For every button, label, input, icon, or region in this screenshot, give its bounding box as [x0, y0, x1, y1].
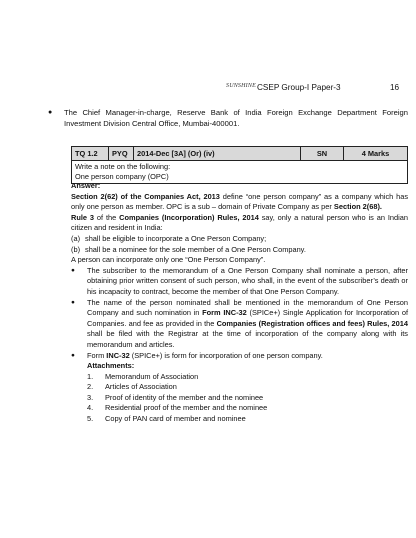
- list-item-label: (b): [71, 244, 81, 254]
- bullet-text: Form: [87, 350, 107, 360]
- attachment-item: [71, 403, 408, 414]
- bullet-icon: ●: [48, 109, 53, 116]
- answer-label: Answer:: [71, 181, 101, 190]
- attachment-number: 5.: [87, 414, 94, 424]
- paragraph-text: say, only a natural person who is an Indian citizen and resident in India:: [71, 212, 408, 233]
- answer-paragraph-3: A person can incorporate only one “One Person Company”.: [71, 255, 266, 265]
- bullet-item: [71, 266, 408, 298]
- attachment-text: Proof of identity of the member and the nominee: [105, 392, 264, 402]
- rules-reference: Companies (Registration offices and fees) Rules, 2014: [216, 318, 408, 328]
- question-header-row: [72, 147, 408, 161]
- bullet-item: [71, 298, 408, 351]
- bullet-text: (SPICe+) is form for incorporation of one person company.: [129, 350, 323, 360]
- attachment-text: Residential proof of the member and the nominee: [105, 403, 268, 413]
- bullet-icon: ●: [71, 351, 75, 359]
- list-item: [71, 234, 408, 245]
- bullet-text: shall be filed with the Registrar at the time of incorporation of the company along with its memorandum and articles.: [87, 329, 408, 349]
- rules-reference: Companies (Incorporation) Rules, 2014: [119, 212, 259, 222]
- marks-cell: 4 Marks: [344, 147, 408, 161]
- paragraph-text: define “one person company” as a company which has only one person as member. OPC is a sub – domain of Private Company as per: [71, 191, 409, 212]
- attachment-item: [71, 414, 408, 425]
- bullet-text: (SPICe+) Single Application for Incorporation of Companies. and fee as provided in the: [87, 308, 408, 328]
- exam-cell: 2014-Dec [3A] (Or) (iv): [134, 147, 301, 161]
- attachment-number: 2.: [87, 382, 94, 392]
- paragraph-text: of the: [94, 212, 120, 222]
- question-line-1: Write a note on the following:: [75, 162, 171, 171]
- list-item: [71, 245, 408, 256]
- intro-bullet: [48, 108, 408, 129]
- bullet-text: The subscriber to the memorandum of a One Person Company shall nominate a person, after obtaining prior written consent of such person, who shall, in the event of the subscriber’s death or his incapacity to contract, become the member of that One Person Company.: [87, 265, 408, 296]
- pyq-cell: PYQ: [109, 147, 134, 161]
- bullet-icon: ●: [71, 266, 75, 274]
- answer-paragraph-2: [71, 213, 408, 234]
- intro-bullet-text: The Chief Manager-in-charge, Reserve Bank of India Foreign Exchange Department Foreign Investment Division Central Office, Mumbai-400001.: [64, 108, 408, 128]
- attachment-number: 4.: [87, 403, 94, 413]
- attachment-item: [71, 393, 408, 404]
- attachments-label: Attachments:: [87, 361, 135, 371]
- question-line-2: One person company (OPC): [75, 172, 169, 181]
- answer-body: [71, 181, 408, 425]
- list-item-text: shall be a nominee for the sole member of a One Person Company.: [85, 244, 306, 254]
- attachment-text: Articles of Association: [105, 382, 177, 392]
- form-reference: INC-32: [106, 350, 130, 360]
- rule-reference: Rule 3: [71, 212, 95, 222]
- tq-cell: TQ 1.2: [72, 147, 109, 161]
- bullet-item: [71, 351, 408, 362]
- section-reference: Section 2(62) of the Companies Act, 2013: [71, 191, 220, 201]
- attachment-text: Memorandum of Association: [105, 371, 199, 381]
- attachment-item: [71, 382, 408, 393]
- section-reference: Section 2(68).: [333, 202, 382, 212]
- list-item-label: (a): [71, 233, 81, 243]
- type-cell: SN: [301, 147, 344, 161]
- attachment-number: 1.: [87, 371, 94, 381]
- bullet-text: The name of the person nominated shall be mentioned in the memorandum of One Person Company and such nomination in: [87, 297, 408, 318]
- list-item-text: shall be eligible to incorporate a One Person Company;: [85, 233, 267, 243]
- publisher-logo: SUNSHINE: [226, 83, 256, 89]
- bullet-icon: ●: [71, 298, 75, 306]
- question-table: [71, 146, 408, 184]
- page-number: 16: [390, 83, 400, 92]
- form-reference: Form INC-32: [202, 308, 247, 318]
- answer-paragraph-1: [71, 192, 408, 213]
- header-title: CSEP Group-I Paper-3: [257, 83, 341, 92]
- attachment-text: Copy of PAN card of member and nominee: [105, 414, 246, 424]
- attachment-item: [71, 372, 408, 383]
- attachment-number: 3.: [87, 392, 94, 402]
